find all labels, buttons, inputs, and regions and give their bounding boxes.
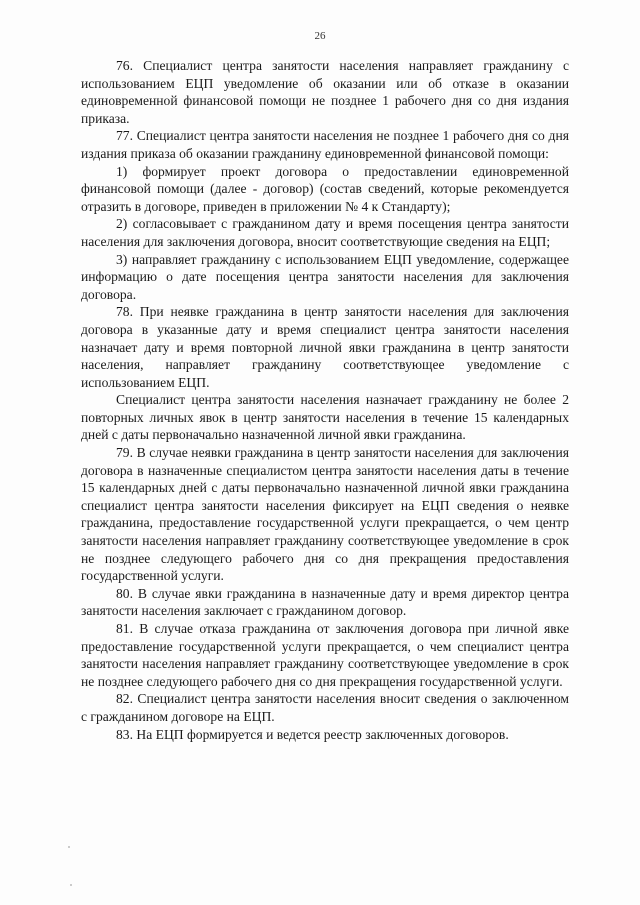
paragraph-83: 83. На ЕЦП формируется и ведется реестр заключенных договоров. bbox=[116, 726, 509, 742]
paragraph-77-item-1: 1) формирует проект договора о предоставлении единовременной финансовой помощи (далее - договор) (состав сведений, которые рекомендуется отразить в договоре, приведен в приложении № 4 к Стандарту); bbox=[81, 163, 569, 214]
paragraph-77-item-2: 2) согласовывает с гражданином дату и время посещения центра занятости населения для заключения договора, вносит соответствующие сведения на ЕЦП; bbox=[81, 216, 569, 249]
document-body bbox=[81, 57, 569, 743]
paragraph-79: 79. В случае неявки гражданина в центр занятости населения для заключения договора в назначенные специалистом центра занятости населения даты в течение 15 календарных дней с даты первоначально назначенной личной явки гражданина специалист центра занятости населения фиксирует на ЕЦП сведения о неявке гражданина, предоставление государственной услуги прекращается, о чем центр занятости населения направляет гражданину соответствующее уведомление в срок не позднее следующего рабочего дня со дня прекращения предоставления государственной услуги. bbox=[81, 445, 569, 584]
scan-speck bbox=[70, 884, 72, 886]
paragraph-78-continued: Специалист центра занятости населения назначает гражданину не более 2 повторных личных явок в центр занятости населения в течение 15 календарных дней с даты первоначально назначенной личной явки гражданина. bbox=[81, 392, 569, 443]
paragraph-76: 76. Специалист центра занятости населения направляет гражданину с использованием ЕЦП уведомление об оказании или об отказе в оказании единовременной финансовой помощи не позднее 1 рабочего дня со дня издания приказа. bbox=[81, 58, 569, 126]
paragraph-80: 80. В случае явки гражданина в назначенные дату и время директор центра занятости населения заключает с гражданином договор. bbox=[81, 585, 569, 619]
paragraph-78: 78. При неявке гражданина в центр занятости населения для заключения договора в указанные дату и время специалист центра занятости населения назначает дату и время повторной личной явки гражданина в центр занятости населения, направляет гражданину соответствующее уведомление с использованием ЕЦП. bbox=[81, 304, 569, 390]
paragraph-81: 81. В случае отказа гражданина от заключения договора при личной явке предоставление государственной услуги прекращается, о чем специалист центра занятости населения направляет гражданину соответствующее уведомление в срок не позднее следующего рабочего дня со дня прекращения государственной услуги. bbox=[81, 621, 569, 689]
scan-speck bbox=[68, 846, 70, 848]
paragraph-77: 77. Специалист центра занятости населения не позднее 1 рабочего дня со дня издания приказа об оказании гражданину единовременной финансовой помощи: bbox=[81, 128, 569, 161]
paragraph-82: 82. Специалист центра занятости населения вносит сведения о заключенном с гражданином договоре на ЕЦП. bbox=[81, 691, 569, 724]
page-number: 26 bbox=[314, 30, 326, 42]
paragraph-77-item-3: 3) направляет гражданину с использованием ЕЦП уведомление, содержащее информацию о дате посещения центра занятости населения для заключения договора. bbox=[81, 251, 569, 302]
